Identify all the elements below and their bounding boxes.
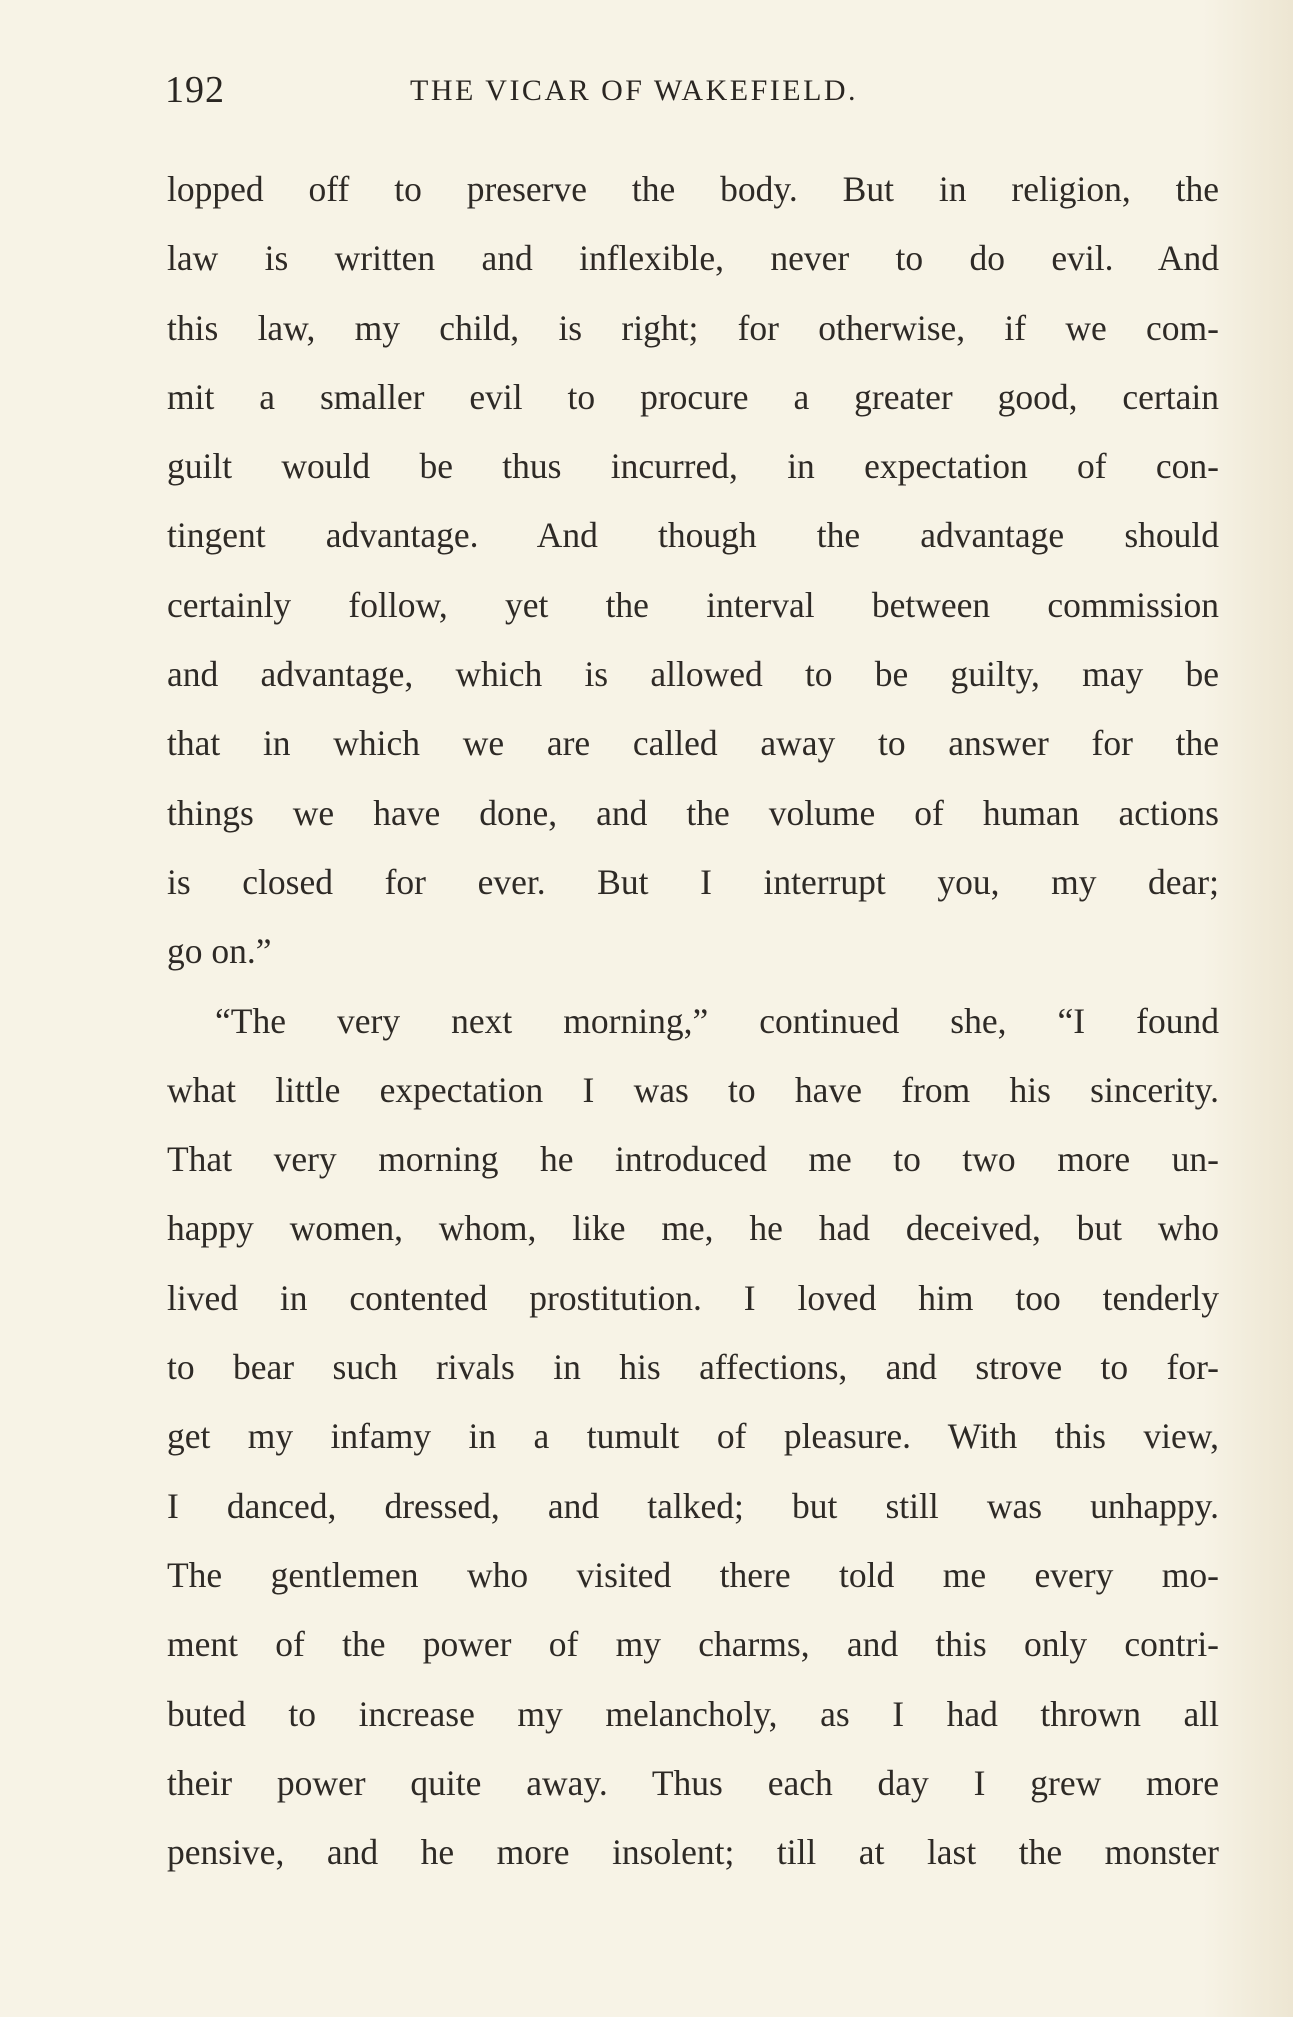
running-header [165, 64, 1219, 124]
text-line: what little expectation I was to have from his sincerity. [167, 1069, 1219, 1110]
text-line: lived in contented prostitution. I loved him too tenderly [167, 1277, 1219, 1318]
text-line: and advantage, which is allowed to be guilty, may be [167, 654, 1219, 695]
text-line: The gentlemen who visited there told me every mo- [167, 1554, 1219, 1595]
text-line: this law, my child, is right; for otherwise, if we com- [167, 307, 1219, 348]
body-text [167, 155, 1219, 1887]
text-line: ment of the power of my charms, and this only contri- [167, 1624, 1219, 1665]
text-line: to bear such rivals in his affections, and strove to for- [167, 1347, 1219, 1388]
text-line: law is written and inflexible, never to do evil. And [167, 238, 1219, 279]
text-line-paragraph-end: go on.” [167, 931, 272, 972]
text-line: tingent advantage. And though the advantage should [167, 515, 1219, 556]
text-line: get my infamy in a tumult of pleasure. With this view, [167, 1416, 1219, 1457]
text-line: is closed for ever. But I interrupt you, my dear; [167, 861, 1219, 902]
text-line: That very morning he introduced me to two more un- [167, 1139, 1219, 1180]
text-line: lopped off to preserve the body. But in religion, the [167, 169, 1219, 209]
text-line: buted to increase my melancholy, as I had thrown all [167, 1693, 1219, 1734]
text-line: pensive, and he more insolent; till at last the monster [167, 1832, 1219, 1873]
text-line: that in which we are called away to answer for the [167, 723, 1219, 764]
text-line: happy women, whom, like me, he had deceived, but who [167, 1208, 1219, 1249]
text-line: mit a smaller evil to procure a greater good, certain [167, 376, 1219, 417]
text-line-paragraph-start: “The very next morning,” continued she, “I found [215, 1000, 1219, 1041]
text-line: things we have done, and the volume of human actions [167, 792, 1219, 833]
text-line: certainly follow, yet the interval between commission [167, 584, 1219, 625]
text-line: their power quite away. Thus each day I grew more [167, 1762, 1219, 1803]
text-line: I danced, dressed, and talked; but still was unhappy. [167, 1485, 1219, 1526]
running-title: THE VICAR OF WAKEFIELD. [410, 74, 859, 107]
text-line: guilt would be thus incurred, in expectation of con- [167, 446, 1219, 487]
page-number: 192 [165, 69, 225, 111]
